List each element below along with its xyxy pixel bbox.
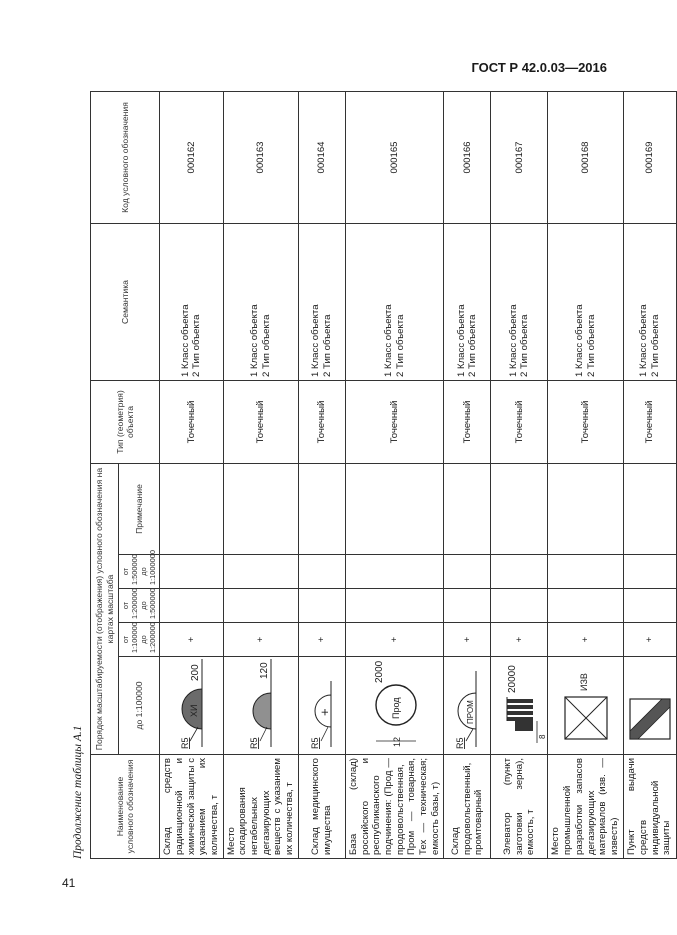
symbol-cell: [223, 657, 298, 755]
page-number: 41: [62, 876, 76, 890]
code-cell: 000165: [345, 92, 444, 224]
table-row: [345, 92, 444, 859]
symbol-elevator: [493, 655, 548, 751]
scale-plus: +: [223, 623, 298, 657]
code-cell: 000168: [548, 92, 623, 224]
symbol-degassing-materials-site: [557, 655, 615, 751]
symbol-cell: [491, 657, 548, 755]
header-order-group: Порядок масштабируемости (отображения) условного обозначения на картах масштаба: [91, 464, 119, 755]
header-semantics: Семантика: [91, 224, 160, 381]
rotated-table-area: [66, 92, 673, 859]
table-row: [491, 92, 548, 859]
table-row: [160, 92, 224, 859]
symbol-value: 200: [190, 664, 202, 681]
symbol-cell: [444, 657, 491, 755]
table-row: [623, 92, 676, 859]
scale-plus: +: [491, 623, 548, 657]
symbol-value: 120: [258, 662, 270, 679]
symbol-label: Прод: [390, 697, 401, 719]
symbol-label: ИЗВ: [578, 673, 589, 691]
semantics-cell: 1 Класс объекта 2 Тип объекта: [444, 224, 491, 381]
symbol-cell: [298, 657, 345, 755]
symbol-value: 20000: [507, 665, 519, 693]
symbol-radiation-chem-depot: [164, 655, 218, 751]
scale-plus: +: [298, 623, 345, 657]
header-geometry: Тип (геометрия) объекта: [91, 381, 160, 464]
row-name: Склад продовольственный, промтоварный: [444, 755, 491, 859]
symbol-ppe-distribution-point: [626, 655, 674, 751]
row-name: Место промышленной разработки запасов дегазирующих материалов (изв. — известь): [548, 755, 623, 859]
row-name: Склад средств радиационной и химической защиты с указанием их количества, т: [160, 755, 224, 859]
semantics-cell: 1 Класс объекта 2 Тип объекта: [298, 224, 345, 381]
geometry-cell: Точечный: [223, 381, 298, 464]
symbol-medical-depot: [301, 655, 343, 751]
symbol-size: 8: [538, 734, 548, 739]
geometry-cell: Точечный: [160, 381, 224, 464]
geometry-cell: Точечный: [298, 381, 345, 464]
row-name: База (склад) российского и республиканского подчинения: (Прод — продовольственная, Пром — товарная, Тех — техническая; емкость базы, т): [345, 755, 444, 859]
scale-plus: +: [160, 623, 224, 657]
code-cell: 000164: [298, 92, 345, 224]
symbol-food-industrial-depot: [446, 655, 488, 751]
table-row: [444, 92, 491, 859]
row-name: Место складирования нетабельных дегазирующих веществ с указанием их количества, т: [223, 755, 298, 859]
geometry-cell: Точечный: [491, 381, 548, 464]
header-name: Наименование условного обозначения: [91, 755, 160, 859]
geometry-cell: Точечный: [623, 381, 676, 464]
header-row-1: [91, 92, 119, 859]
code-cell: 000163: [223, 92, 298, 224]
semantics-cell: 1 Класс объекта 2 Тип объекта: [160, 224, 224, 381]
symbol-size: 12: [391, 736, 402, 747]
semantics-cell: 1 Класс объекта 2 Тип объекта: [548, 224, 623, 381]
symbol-radius: R5: [248, 737, 259, 749]
symbol-cell: [345, 657, 444, 755]
header-scale-1: до 1:100000: [119, 657, 160, 755]
scale-plus: +: [444, 623, 491, 657]
code-cell: 000169: [623, 92, 676, 224]
symbol-glyph: +: [316, 708, 332, 716]
symbol-cell: [623, 657, 676, 755]
scale-plus: +: [345, 623, 444, 657]
row-name: Склад медицинского имущества: [298, 755, 345, 859]
semantics-cell: 1 Класс объекта 2 Тип объекта: [623, 224, 676, 381]
symbol-radius: R5: [180, 737, 191, 749]
symbol-value: 2000: [373, 660, 385, 683]
code-cell: 000167: [491, 92, 548, 224]
symbol-cell: [548, 657, 623, 755]
symbol-label: ХИ: [189, 704, 200, 717]
geometry-cell: Точечный: [444, 381, 491, 464]
symbol-label: ПРОМ: [466, 700, 476, 724]
table-row: [298, 92, 345, 859]
symbol-base-warehouse: [352, 655, 438, 751]
symbols-table: [90, 91, 677, 859]
header-scale-4: от 1:500000 до 1:1000000: [119, 555, 160, 589]
table-row: [223, 92, 298, 859]
row-name: Элеватор (пункт заготовки зерна), емкость, т: [491, 755, 548, 859]
semantics-cell: 1 Класс объекта 2 Тип объекта: [345, 224, 444, 381]
scale-plus: +: [623, 623, 676, 657]
table-row: [548, 92, 623, 859]
symbol-radius: R5: [455, 737, 466, 749]
header-note: Примечание: [119, 464, 160, 555]
symbol-cell: [160, 657, 224, 755]
header-scale-3: от 1:200000 до 1:500000: [119, 589, 160, 623]
geometry-cell: Точечный: [548, 381, 623, 464]
scale-plus: +: [548, 623, 623, 657]
header-scale-2: от 1:100000 до 1:200000: [119, 623, 160, 657]
table-caption: Продолжение таблицы А.1: [72, 725, 84, 859]
semantics-cell: 1 Класс объекта 2 Тип объекта: [491, 224, 548, 381]
row-name: Пункт выдачи средств индивидуальной защиты: [623, 755, 676, 859]
document-standard-header: ГОСТ Р 42.0.03—2016: [471, 60, 607, 75]
code-cell: 000162: [160, 92, 224, 224]
header-code: Код условного обозначения: [91, 92, 160, 224]
geometry-cell: Точечный: [345, 381, 444, 464]
code-cell: 000166: [444, 92, 491, 224]
semantics-cell: 1 Класс объекта 2 Тип объекта: [223, 224, 298, 381]
symbol-degassing-storage: [235, 655, 287, 751]
symbol-radius: R5: [309, 737, 320, 749]
